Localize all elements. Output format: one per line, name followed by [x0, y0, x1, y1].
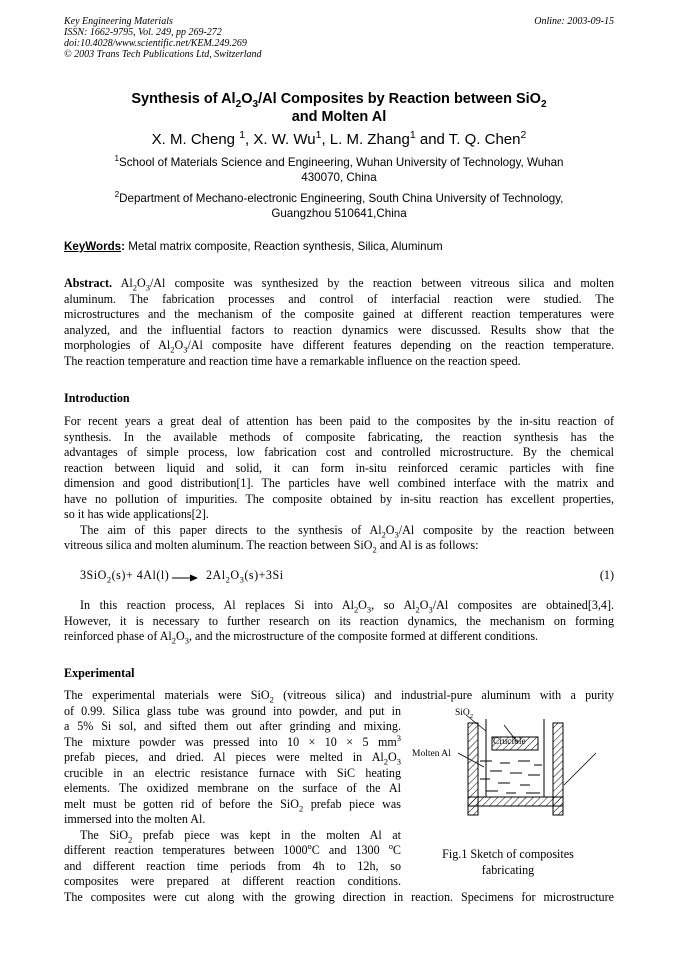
- equation-1-products: $2Al_2O_3(s)+3Si$: [206, 568, 284, 585]
- fig-label-molten-al: Molten Al: [412, 749, 451, 759]
- doi-line: doi:10.4028/www.scientific.net/KEM.249.269: [64, 38, 247, 49]
- introduction-body-continued: In this reaction process, Al replaces Si into $Al_2O_3$, so $Al_2O_3/Al$ composites are obtained[3,4]. However, it is necessary to further research on its reaction dynamics, the mechanism on forming reinforced phase of $Al_2O_3$, and the microstructure of the composite formed at different conditions.: [64, 598, 615, 646]
- keywords-label: KeyWords: [64, 240, 122, 253]
- section-heading-experimental: Experimental: [64, 666, 135, 680]
- molten-al-dashes: [480, 761, 542, 793]
- experimental-last-line: The composites were cut along with the growing direction in reaction. Specimens for microstructure: [64, 889, 614, 904]
- paper-title: Synthesis of $Al_2O_3/Al$ Composites by Reaction between SiO$_2$ and Molten Al: [131, 91, 547, 125]
- fig1-caption: Fig.1 Sketch of composites fabricating: [442, 847, 574, 877]
- affiliation-1: $^1$School of Materials Science and Engineering, Wuhan University of Technology, Wuhan 430070, China: [114, 154, 564, 184]
- leader-crucible: [564, 753, 596, 785]
- online-date: Online: 2003-09-15: [534, 16, 614, 27]
- crucible-bottom: [468, 797, 563, 806]
- fig-label-sio2: SiO$_2$: [455, 708, 474, 720]
- author-list: X. M. Cheng $^1$, X. W. Wu$^1$, L. M. Zhang$^1$ and T. Q. Chen$^2$: [151, 129, 527, 148]
- introduction-body: For recent years a great deal of attention has been paid to the composites by the in-situ reaction of synthesis. In the available methods of composite fabricating, the reaction synthesis has the advantages of simple process, low fabrication cost and controlled microstructure. By the chemical reaction between liquid and solid, it can form in-situ reinforced ceramic particles with fine dimension and good distribution[1]. The particles have well combined interface with the matrix and have no pollution of impurities. The composite obtained by in-situ reaction has excellent properties, so it has wide applications[2]. The aim of this paper directs to the synthesis of $Al_2O_3/Al$ composite by the reaction between vitreous silica and molten aluminum. The reaction between SiO$_2$ and Al is as follows:: [64, 414, 615, 555]
- keywords: KeyWords: Metal matrix composite, Reaction synthesis, Silica, Aluminum: [64, 240, 443, 253]
- equation-number: (1): [599, 568, 614, 582]
- section-heading-introduction: Introduction: [64, 391, 130, 405]
- abstract: Abstract. $Al_2O_3/Al$ composite was synthesized by the reaction between vitreous silica and molten aluminum. The fabrication processes and control of interfacial reaction were studied. The microstructures and the mechanism of the composite gained at different reaction temperatures were analyzed, and the influential factors to reaction dynamics were discussed. Results show that the morphologies of $Al_2O_3/Al$ composite have different features depending on the reaction temperature. The reaction temperature and reaction time have a remarkable influence on the reaction speed.: [64, 276, 614, 368]
- experimental-body-column: of 0.99. Silica glass tube was ground into powder, and put in a 5% Si sol, and sifted them out after grinding and mixing. The mixture powder was pressed into 10 × 10 × 5 $mm^3$ prefab pieces, and dried. Al pieces were melted in $Al_2O_3$ crucible in an electric resistance furnace with SiC heating elements. The oxidized membrane on the surface of the Al melt must be gotten rid of before the SiO$_2$ prefab piece was immersed into the molten Al. The SiO$_2$ prefab piece was kept in the molten Al at different reaction temperatures between 1000$^o$C and 1300 $^o$C and different reaction time periods from 4h to 12h, so composites were prepared at different reaction conditions.: [64, 703, 401, 888]
- running-header: [64, 16, 262, 60]
- reaction-arrow: [172, 573, 198, 583]
- experimental-first-line: The experimental materials were SiO$_2$ (vitreous silica) and industrial-pure aluminum with a purity: [64, 688, 614, 705]
- affiliation-2: $^2$Department of Mechano-electronic Engineering, South China University of Technology, Guangzhou 510641,China: [114, 190, 564, 220]
- journal-name: Key Engineering Materials: [64, 16, 173, 27]
- fig-label-crucible: Crucible: [493, 737, 526, 747]
- copyright-line: © 2003 Trans Tech Publications Ltd, Switzerland: [64, 49, 262, 60]
- equation-1: 3SiO$_2$(s)+ 4Al(l): [80, 568, 170, 585]
- issn-line: ISSN: 1662-9795, Vol. 249, pp 269-272: [64, 27, 222, 38]
- fig1-sketch: [406, 705, 606, 840]
